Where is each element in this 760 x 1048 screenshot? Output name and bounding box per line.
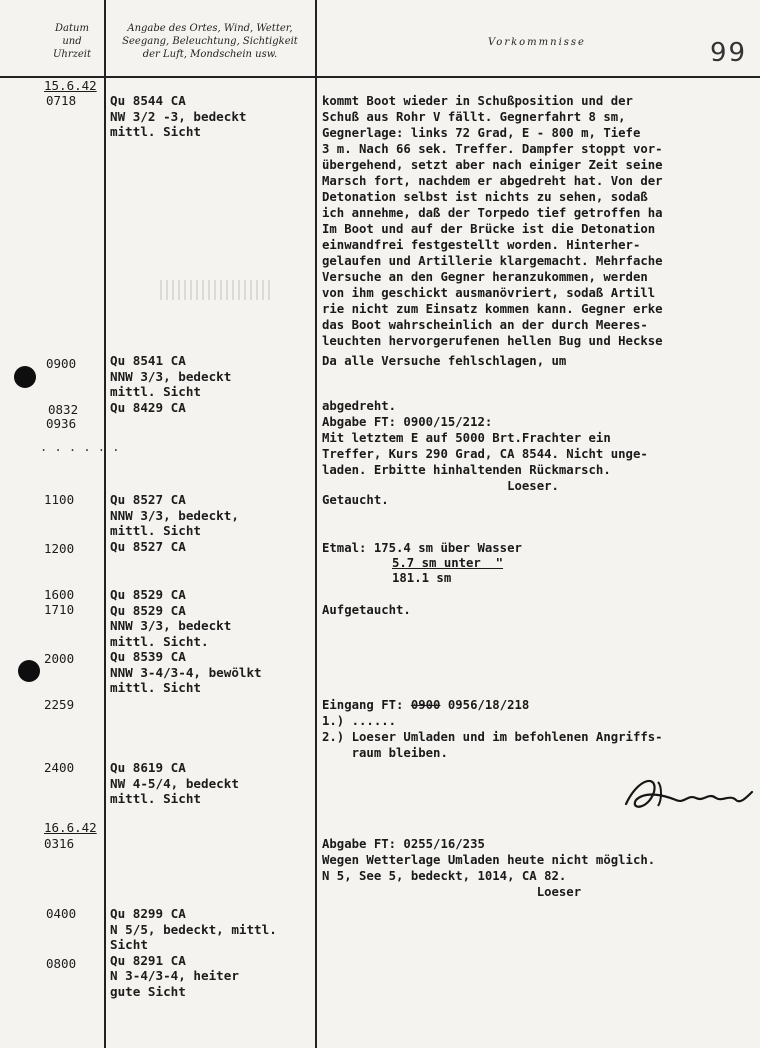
entry-attempts-fail: Da alle Versuche fehlschlagen, um: [322, 354, 567, 368]
entry-radio-weather: Abgabe FT: 0255/16/235 Wegen Wetterlage Umladen heute nicht möglich. N 5, See 5, bedeckt, 1014, CA 82. Loeser: [322, 837, 656, 899]
incoming-radio-number: 0956/18/218: [440, 698, 530, 712]
header-position-column: [106, 22, 314, 61]
incoming-radio-line: [322, 697, 529, 713]
header-divider: [0, 76, 760, 78]
header-events-column: [317, 36, 757, 49]
signature-scrawl: [618, 770, 758, 820]
header-time-label: Uhrzeit: [52, 49, 92, 60]
punch-hole-top: [14, 366, 36, 388]
time-0316: 0316: [44, 836, 75, 851]
time-2259: 2259: [44, 697, 75, 712]
incoming-radio-struck: 0900: [410, 698, 441, 712]
time-0936: 0936: [46, 416, 77, 431]
time-1100: 1100: [44, 492, 75, 507]
incoming-radio-label: Eingang FT:: [322, 698, 411, 712]
position-weather-0900: Qu 8541 CA NNW 3/3, bedeckt mittl. Sicht Qu 8429 CA: [110, 353, 232, 415]
time-2400: 2400: [44, 760, 75, 775]
time-1710: 1710: [44, 602, 75, 617]
incoming-radio-orders: 1.) ...... 2.) Loeser Umladen und im befohlenen Angriffs- raum bleiben.: [322, 714, 663, 760]
time-2000: 2000: [44, 651, 75, 666]
header-events-label: Vorkommnisse: [488, 37, 586, 48]
time-ellipsis: . . . . . .: [40, 440, 120, 454]
daily-run-total: 181.1 sm: [392, 571, 452, 585]
entry-dived: Getaucht.: [322, 493, 389, 507]
header-and-label: und: [62, 36, 82, 47]
header-position-line1: Angabe des Ortes, Wind, Wetter,: [127, 23, 293, 34]
position-weather-1100: Qu 8527 CA NNW 3/3, bedeckt, mittl. Sicht Qu 8527 CA: [110, 492, 239, 554]
header-date-label: Datum: [55, 23, 89, 34]
position-weather-0400: Qu 8299 CA N 5/5, bedeckt, mittl. Sicht Qu 8291 CA N 3-4/3-4, heiter gute Sicht: [110, 906, 277, 999]
column-divider-2: [315, 0, 317, 1048]
entry-torpedo-hit: kommt Boot wieder in Schußposition und der Schuß aus Rohr V fällt. Gegnerfahrt 8 sm, Gegnerlage: links 72 Grad, E - 800 m, Tiefe 3 m. Nach 66 sek. Treffer. Dampfer stoppt vor- übergehend, setzt aber nach einiger Zeit seine Marsch fort, nachdem er abgedreht hat. Von der Detonation selbst ist nichts zu sehen, sodaß ich annehme, daß der Torpedo tief getroffen ha Im Boot und auf der Brücke ist die Detonation einwandfrei festgestellt worden. Hinterher- gelaufen und Artillerie klargemacht. Mehrfache Versuche an den Gegner heranzukommen, werden von ihm geschickt ausmanövriert, sodaß Artill rie nicht zum Einsatz kommen kann. Gegner erke das Boot wahrscheinlich an der durch Meeres- leuchten hervorgerufenen hellen Bug und Heckse: [322, 94, 663, 348]
time-1200: 1200: [44, 541, 75, 556]
daily-run-line2: 5.7 sm unter ": [392, 556, 504, 570]
header-position-line2: Seegang, Beleuchtung, Sichtigkeit: [122, 36, 298, 47]
punch-hole-bottom: [18, 660, 40, 682]
scan-artifact: [160, 280, 270, 300]
page-number: 99: [710, 38, 748, 68]
daily-run-line1: Etmal: 175.4 sm über Wasser: [322, 541, 522, 555]
date-16-6-42: 16.6.42: [44, 820, 97, 835]
time-0900: 0900: [46, 356, 77, 371]
entry-radio-report: abgedreht. Abgabe FT: 0900/15/212: Mit letztem E auf 5000 Brt.Frachter ein Treffer, Kurs 290 Grad, CA 8544. Nicht unge- laden. Erbitte hinhaltenden Rückmarsch. Loeser.: [322, 399, 648, 493]
position-weather-1600: Qu 8529 CA Qu 8529 CA NNW 3/3, bedeckt mittl. Sicht. Qu 8539 CA NNW 3-4/3-4, bewölkt mittl. Sicht: [110, 587, 262, 695]
header-position-line3: der Luft, Mondschein usw.: [142, 49, 278, 60]
time-0718: 0718: [46, 93, 77, 108]
position-weather-2400: Qu 8619 CA NW 4-5/4, bedeckt mittl. Sicht: [110, 760, 239, 806]
entry-surfaced: Aufgetaucht.: [322, 603, 411, 617]
time-0832: 0832: [48, 402, 79, 417]
header-date-column: [40, 22, 104, 61]
column-divider-1: [104, 0, 106, 1048]
date-15-6-42: 15.6.42: [44, 78, 97, 93]
time-0400: 0400: [46, 906, 77, 921]
position-weather-0718: Qu 8544 CA NW 3/2 -3, bedeckt mittl. Sicht: [110, 93, 247, 139]
time-1600: 1600: [44, 587, 75, 602]
time-0800: 0800: [46, 956, 77, 971]
